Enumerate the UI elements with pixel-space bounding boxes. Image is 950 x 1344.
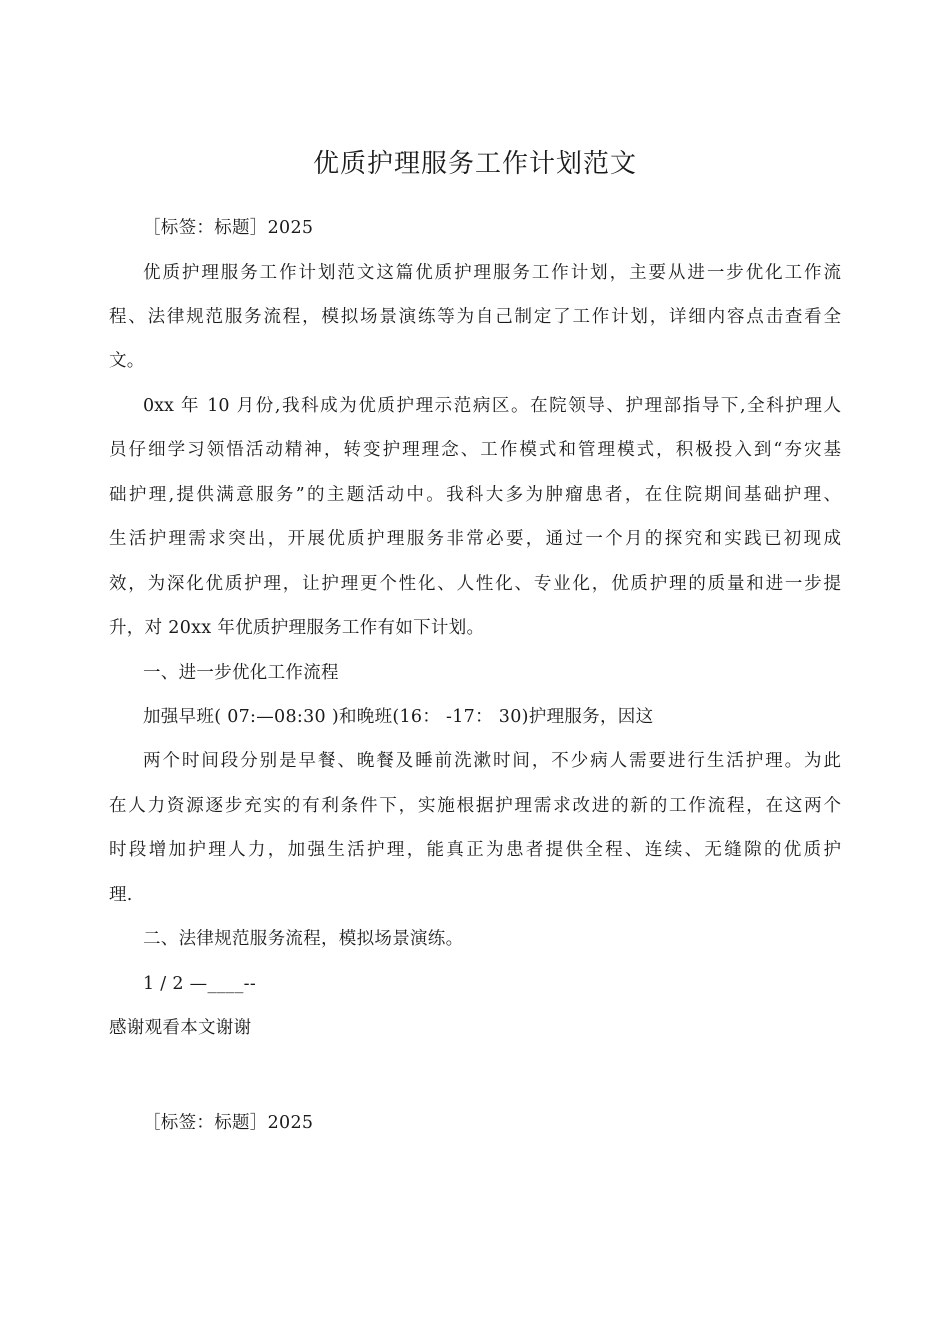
page-number: 1 / 2 —____-- bbox=[143, 974, 257, 994]
para1-line-3: 础护理,提供满意服务”的主题活动中。我科大多为肿瘤患者，在住院期间基础护理、 bbox=[109, 485, 841, 505]
intro-line-1: 优质护理服务工作计划范文这篇优质护理服务工作计划，主要从进一步优化工作流 bbox=[143, 263, 841, 283]
para1-line-1: 0xx 年 10 月份,我科成为优质护理示范病区。在院领导、护理部指导下,全科护理人 bbox=[143, 396, 841, 416]
para2-line-3: 时段增加护理人力，加强生活护理，能真正为患者提供全程、连续、无缝隙的优质护 bbox=[109, 840, 841, 860]
para2-line-1: 两个时间段分别是早餐、晚餐及睡前洗漱时间，不少病人需要进行生活护理。为此 bbox=[143, 751, 841, 771]
tag-line-bottom: ［标签：标题］2025 bbox=[143, 1113, 314, 1133]
para2-line-4: 理. bbox=[109, 885, 133, 905]
intro-line-2: 程、法律规范服务流程，模拟场景演练等为自己制定了工作计划，详细内容点击查看全 bbox=[109, 307, 841, 327]
tag-line-top: ［标签：标题］2025 bbox=[143, 218, 314, 238]
para1-line-2: 员仔细学习领悟活动精神，转变护理理念、工作模式和管理模式，积极投入到“夯灾基 bbox=[109, 440, 841, 460]
para2-line-2: 在人力资源逐步充实的有利条件下，实施根据护理需求改进的新的工作流程，在这两个 bbox=[109, 796, 841, 816]
intro-line-3: 文。 bbox=[109, 351, 145, 371]
section-heading-2: 二、法律规范服务流程，模拟场景演练。 bbox=[143, 929, 464, 949]
section-heading-1: 一、进一步优化工作流程 bbox=[143, 663, 339, 683]
para1-line-5: 效，为深化优质护理，让护理更个性化、人性化、专业化，优质护理的质量和进一步提 bbox=[109, 574, 841, 594]
para1-line-6: 升，对 20xx 年优质护理服务工作有如下计划。 bbox=[109, 618, 485, 638]
thanks-text: 感谢观看本文谢谢 bbox=[109, 1018, 252, 1038]
document-title: 优质护理服务工作计划范文 bbox=[312, 149, 637, 179]
shift-line: 加强早班( 07:—08:30 )和晚班(16： -17： 30)护理服务，因这 bbox=[143, 707, 654, 727]
para1-line-4: 生活护理需求突出，开展优质护理服务非常必要，通过一个月的探究和实践已初现成 bbox=[109, 529, 841, 549]
